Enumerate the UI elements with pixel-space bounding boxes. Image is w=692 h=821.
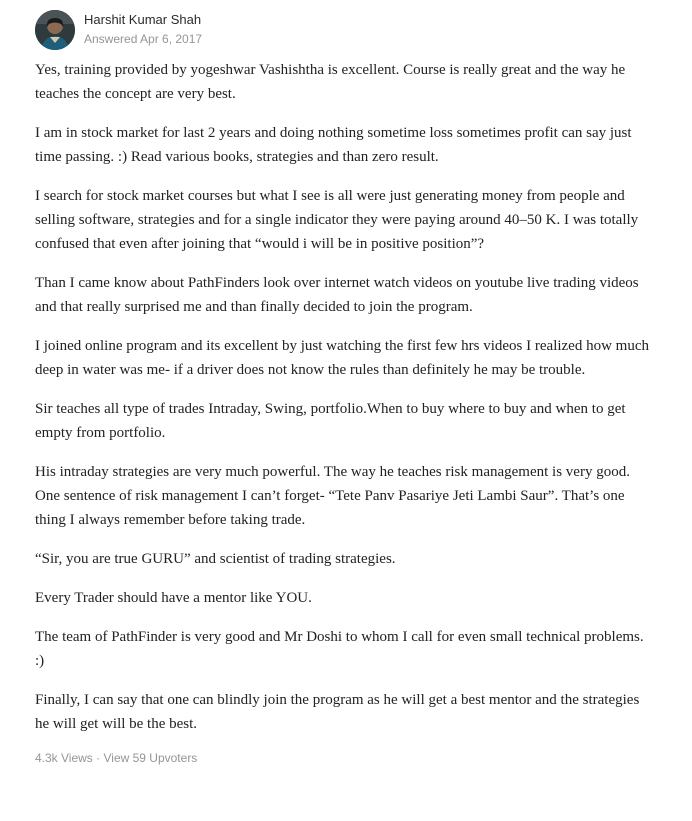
answer-paragraph: Finally, I can say that one can blindly join the program as he will get a best mentor and the strategies he will get will be the best. (35, 692, 640, 732)
footer-separator: · (92, 751, 104, 765)
view-upvoters-link[interactable]: View 59 Upvoters (103, 751, 198, 765)
answer-paragraph: “Sir, you are true GURU” and scientist of trading strategies. (35, 551, 396, 567)
answer-paragraph: I am in stock market for last 2 years and doing nothing sometime loss sometimes profit can say just time passing. :) Read various books, strategies and than zero result. (35, 125, 632, 165)
answered-date[interactable]: Answered Apr 6, 2017 (84, 32, 203, 46)
answer-paragraph: Yes, training provided by yogeshwar Vashishtha is excellent. Course is really great and the way he teaches the concept are very best. (35, 62, 626, 102)
author-header (35, 10, 655, 58)
answer-body (35, 58, 655, 736)
author-name[interactable]: Harshit Kumar Shah (84, 12, 202, 27)
person-icon (35, 10, 75, 50)
avatar[interactable] (35, 10, 75, 50)
author-meta (84, 10, 202, 48)
answer-footer (35, 751, 655, 765)
view-count: 4.3k Views (35, 751, 93, 765)
answer-paragraph: Every Trader should have a mentor like YOU. (35, 590, 312, 606)
answer-paragraph: I search for stock market courses but what I see is all were just generating money from people and selling software, strategies and for a single indicator they were paying around 40–50 K. I was totally confused that even after joining that “would i will be in positive position”? (35, 188, 639, 252)
answer-paragraph: Than I came know about PathFinders look over internet watch videos on youtube live trading videos and that really surprised me and than finally decided to join the program. (35, 275, 639, 315)
answer-card (35, 10, 655, 765)
answer-paragraph: Sir teaches all type of trades Intraday, Swing, portfolio.When to buy where to buy and when to get empty from portfolio. (35, 401, 626, 441)
answer-paragraph: His intraday strategies are very much powerful. The way he teaches risk management is very good. One sentence of risk management I can’t forget- “Tete Panv Pasariye Jeti Lambi Saur”. That’s one thing I always remember before taking trade. (35, 464, 630, 528)
answer-paragraph: The team of PathFinder is very good and Mr Doshi to whom I call for even small technical problems. :) (35, 629, 644, 669)
answer-paragraph: I joined online program and its excellent by just watching the first few hrs videos I realized how much deep in water was me- if a driver does not know the rules than definitely he may be trouble. (35, 338, 649, 378)
